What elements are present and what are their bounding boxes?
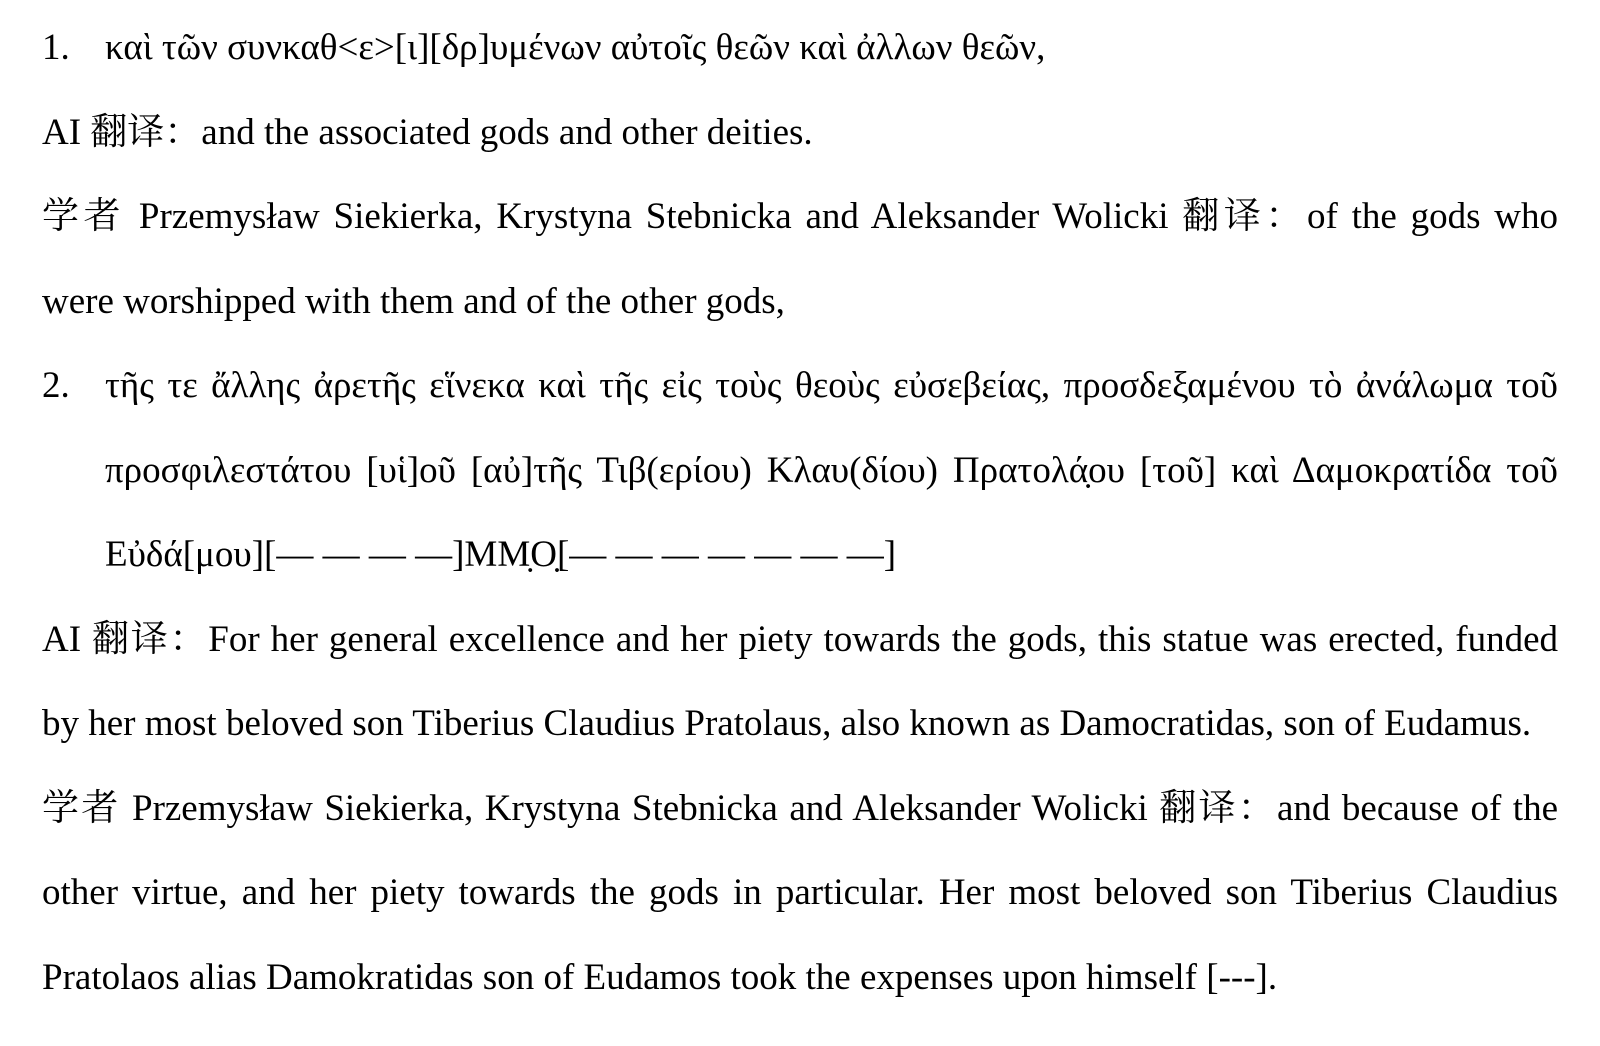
- greek-source-line: Εὐδά[μου][— — — —]ΜΜ̣Ο̣[— — — — — — —]: [105, 534, 897, 575]
- ai-translation-line: AI 翻译：and the associated gods and other deities.: [42, 111, 813, 153]
- scholar-translation-line: 学者 Przemysław Siekierka, Krystyna Stebnicka and Aleksander Wolicki 翻译：and because of the: [42, 787, 1558, 829]
- scholar-translation-line: were worshipped with them and of the other gods,: [42, 280, 785, 322]
- scholar-translation-line: 学者 Przemysław Siekierka, Krystyna Stebnicka and Aleksander Wolicki 翻译：of the gods who: [42, 196, 1558, 237]
- scholar-translation-line: other virtue, and her piety towards the gods in particular. Her most beloved son Tiberius Claudius: [42, 872, 1558, 913]
- greek-text: καὶ τῶν συνκαθ<ε>[ι][δρ]υμένων αὐτοῖς θεῶν καὶ ἀλλων θεῶν,: [105, 27, 1046, 68]
- greek-source-line: [42, 6, 1558, 91]
- scholar-translation-line: Pratolaos alias Damokratidas son of Eudamos took the expenses upon himself [---].: [42, 956, 1278, 998]
- ai-translation-line: by her most beloved son Tiberius Claudius Pratolaus, also known as Damocratidas, son of Eudamus.: [42, 703, 1532, 744]
- greek-text: τῆς τε ἄλλης ἀρετῆς εἵνεκα καὶ τῆς εἰς τοὺς θεοὺς εὐσεβείας, προσδεξαμένου τὸ ἀνάλωμα τοῦ: [105, 365, 1558, 406]
- greek-source-line: [42, 344, 1558, 429]
- list-number: 1.: [42, 27, 70, 68]
- ai-translation-line: AI 翻译：For her general excellence and her piety towards the gods, this statue was erected, funded: [42, 618, 1558, 660]
- greek-source-line: προσφιλεστάτου [υἱ]οῦ [αὐ]τῆς Τιβ(ερίου) Κλαυ(δίου) Πρατολά̣ου [τοῦ] καὶ Δαμοκρατίδα τοῦ: [105, 449, 1558, 491]
- list-number: 2.: [42, 365, 70, 406]
